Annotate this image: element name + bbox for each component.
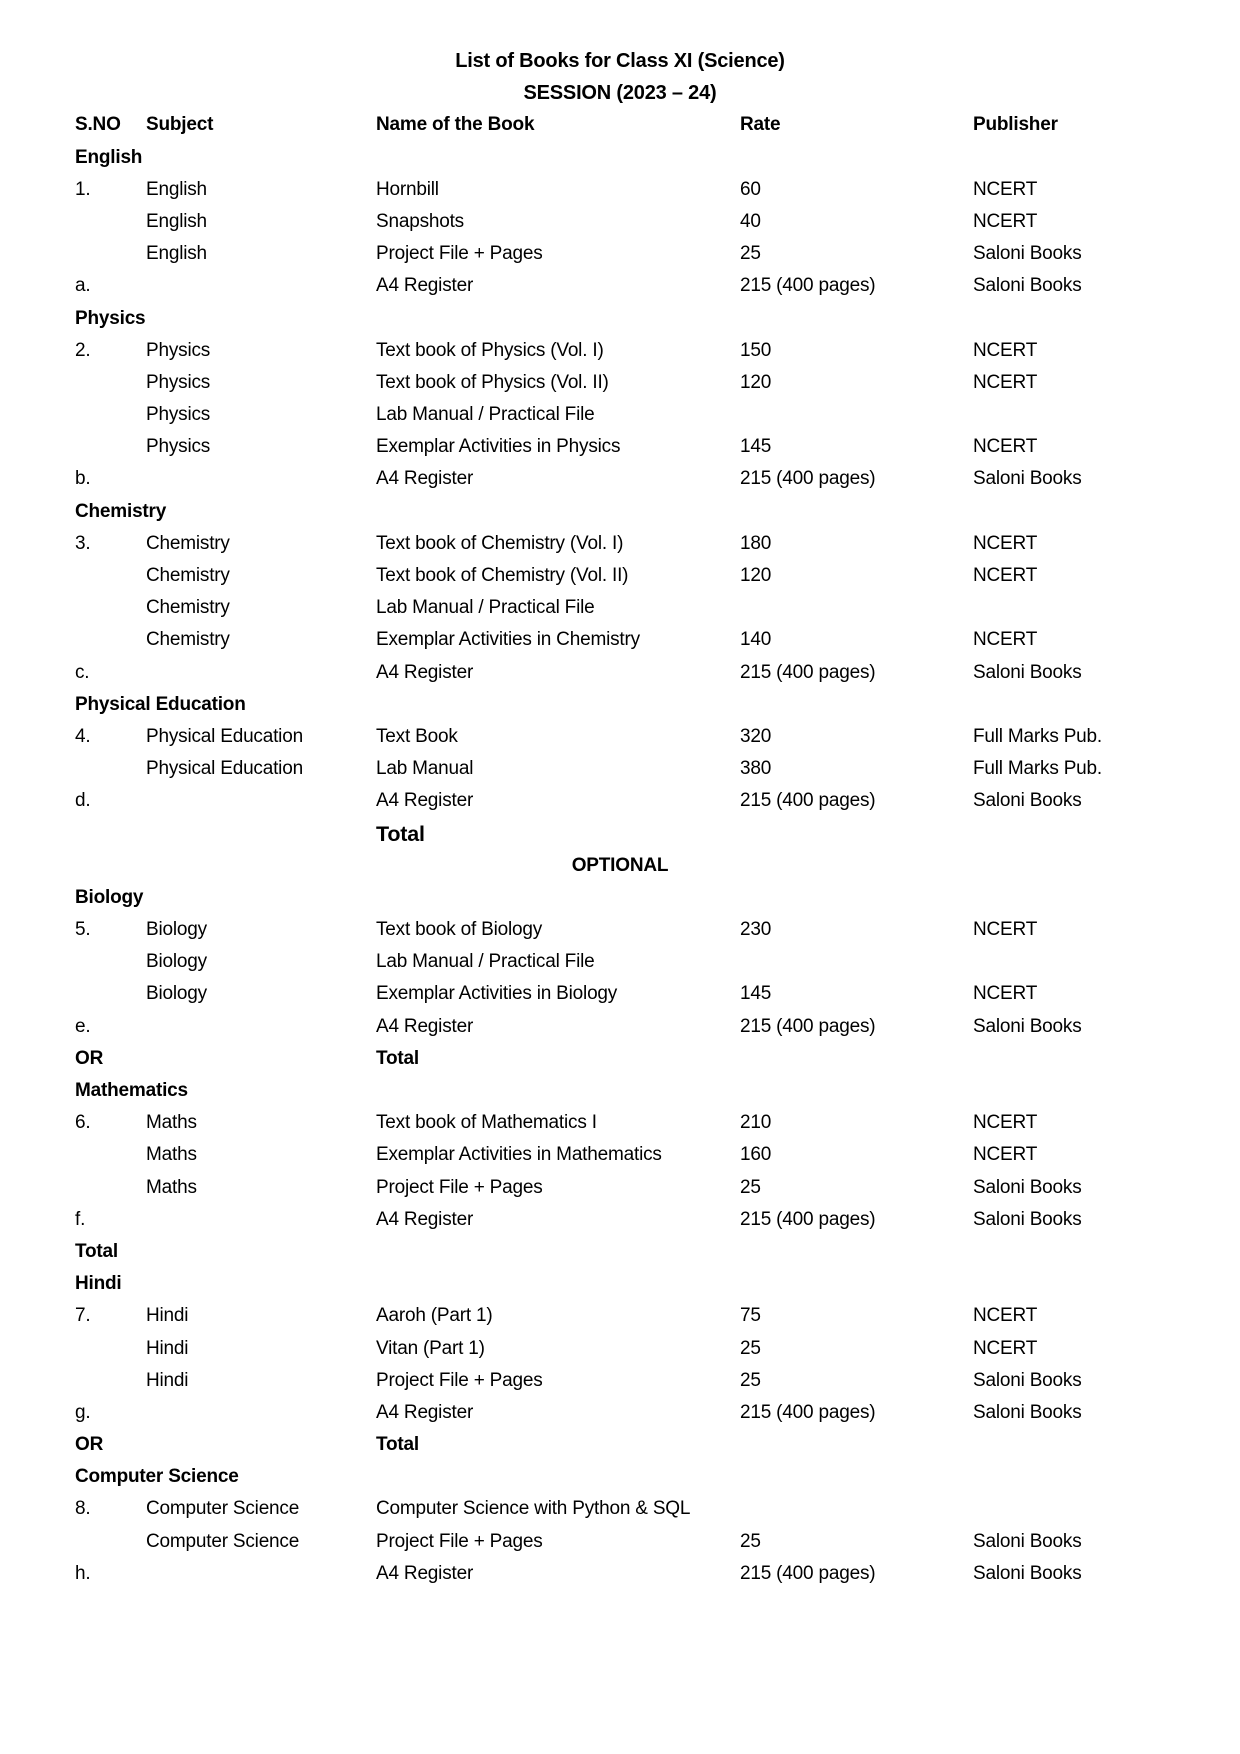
table-row xyxy=(0,1526,1240,1558)
cell-rate: 320 xyxy=(740,725,772,747)
cell-publisher: Saloni Books xyxy=(973,1208,1082,1230)
table-row xyxy=(0,914,1240,946)
cell-name: A4 Register xyxy=(376,1562,474,1584)
cell-subject: Chemistry xyxy=(146,532,230,554)
cell-publisher: Saloni Books xyxy=(973,1401,1082,1423)
table-row xyxy=(0,753,1240,785)
cell-publisher: NCERT xyxy=(973,371,1038,393)
table-row xyxy=(0,270,1240,302)
section-row xyxy=(0,689,1240,721)
cell-sno: e. xyxy=(75,1015,91,1037)
table-row xyxy=(0,1172,1240,1204)
cell-subject: Chemistry xyxy=(146,629,230,651)
cell-subject: English xyxy=(146,178,207,200)
cell-rate: 145 xyxy=(740,983,772,1005)
or-total-row xyxy=(0,1429,1240,1461)
cell-name: A4 Register xyxy=(376,1401,474,1423)
cell-name: A4 Register xyxy=(376,1208,474,1230)
cell-name: A4 Register xyxy=(376,661,474,683)
table-row xyxy=(0,721,1240,753)
cell-publisher: NCERT xyxy=(973,210,1038,232)
cell-name: Project File + Pages xyxy=(376,1369,543,1391)
cell-name: A4 Register xyxy=(376,1015,474,1037)
book-list-document xyxy=(0,45,1240,1590)
cell-rate: 25 xyxy=(740,1530,761,1552)
cell-subject: Physics xyxy=(146,339,211,361)
cell-name: Exemplar Activities in Biology xyxy=(376,983,618,1005)
cell-subject: Maths xyxy=(146,1144,197,1166)
cell-name: Vitan (Part 1) xyxy=(376,1337,485,1359)
cell-sno: Hindi xyxy=(75,1273,122,1295)
header-publisher: Publisher xyxy=(973,114,1058,136)
cell-rate: 25 xyxy=(740,1369,761,1391)
cell-rate: 215 (400 pages) xyxy=(740,1208,876,1230)
cell-sno: 8. xyxy=(75,1498,91,1520)
cell-subject: Hindi xyxy=(146,1369,189,1391)
cell-publisher: NCERT xyxy=(973,178,1038,200)
cell-publisher: NCERT xyxy=(973,919,1038,941)
table-row xyxy=(0,1204,1240,1236)
cell-subject: Hindi xyxy=(146,1305,189,1327)
cell-publisher: Full Marks Pub. xyxy=(973,758,1102,780)
cell-sno: 4. xyxy=(75,725,91,747)
cell-rate: 60 xyxy=(740,178,761,200)
cell-subject: Physical Education xyxy=(146,758,303,780)
cell-name: Exemplar Activities in Mathematics xyxy=(376,1144,662,1166)
section-row xyxy=(0,142,1240,174)
cell-sno: 3. xyxy=(75,532,91,554)
cell-name: Text book of Physics (Vol. I) xyxy=(376,339,604,361)
cell-publisher: NCERT xyxy=(973,1305,1038,1327)
cell-rate: 25 xyxy=(740,243,761,265)
cell-subject: Computer Science xyxy=(146,1498,300,1520)
cell-rate: 160 xyxy=(740,1144,772,1166)
table-row xyxy=(0,431,1240,463)
cell-rate: 210 xyxy=(740,1112,772,1134)
page-title: List of Books for Class XI (Science) xyxy=(455,50,785,72)
cell-rate: 215 (400 pages) xyxy=(740,1562,876,1584)
cell-subject: Physics xyxy=(146,371,211,393)
cell-rate: 120 xyxy=(740,565,772,586)
cell-sno: 1. xyxy=(75,178,91,200)
cell-name: Lab Manual / Practical File xyxy=(376,597,595,619)
cell-name: Lab Manual / Practical File xyxy=(376,404,595,426)
total-row xyxy=(0,818,1240,850)
cell-name: A4 Register xyxy=(376,275,474,297)
cell-subject: Physics xyxy=(146,436,211,458)
cell-name: Exemplar Activities in Chemistry xyxy=(376,629,640,651)
cell-publisher: Saloni Books xyxy=(973,275,1082,297)
table-row xyxy=(0,399,1240,431)
header-book-name: Name of the Book xyxy=(376,114,535,136)
table-row xyxy=(0,1333,1240,1365)
table-row xyxy=(0,785,1240,817)
cell-sno: 5. xyxy=(75,919,91,941)
cell-rate: 215 (400 pages) xyxy=(740,468,876,490)
cell-publisher: NCERT xyxy=(973,436,1038,458)
cell-subject: Chemistry xyxy=(146,597,230,619)
cell-name: Project File + Pages xyxy=(376,243,543,265)
cell-name: Text book of Chemistry (Vol. II) xyxy=(376,565,629,586)
cell-subject: Biology xyxy=(146,919,207,941)
header-subject: Subject xyxy=(146,114,214,136)
cell-sno: OR xyxy=(75,1047,104,1069)
cell-subject: Maths xyxy=(146,1112,197,1134)
cell-sno: b. xyxy=(75,468,91,490)
cell-subject: English xyxy=(146,243,207,265)
cell-rate: 75 xyxy=(740,1305,761,1327)
cell-sno: 2. xyxy=(75,339,91,361)
session-subtitle: SESSION (2023 – 24) xyxy=(523,82,717,105)
cell-name: Total xyxy=(376,1434,419,1456)
section-row xyxy=(0,1268,1240,1300)
section-row xyxy=(0,1236,1240,1268)
cell-sno: 6. xyxy=(75,1112,91,1134)
cell-rate: 140 xyxy=(740,629,772,651)
optional-heading-row: OPTIONAL xyxy=(571,854,669,876)
cell-sno: h. xyxy=(75,1562,91,1584)
cell-sno: f. xyxy=(75,1208,86,1230)
cell-sno: d. xyxy=(75,790,91,812)
table-row xyxy=(0,463,1240,495)
cell-sno: Biology xyxy=(75,886,144,908)
cell-publisher: Saloni Books xyxy=(973,1015,1082,1037)
cell-name: Text book of Biology xyxy=(376,919,543,941)
cell-sno: OR xyxy=(75,1434,104,1456)
table-row xyxy=(0,1011,1240,1043)
cell-name: A4 Register xyxy=(376,468,474,490)
cell-publisher: NCERT xyxy=(973,983,1038,1005)
section-row xyxy=(0,1075,1240,1107)
table-row xyxy=(0,174,1240,206)
cell-sno: Chemistry xyxy=(75,500,167,522)
cell-sno: Physics xyxy=(75,307,146,329)
cell-subject: Chemistry xyxy=(146,565,230,586)
cell-name: A4 Register xyxy=(376,790,474,812)
cell-rate: 215 (400 pages) xyxy=(740,1401,876,1423)
section-row xyxy=(0,882,1240,914)
cell-name: Text book of Mathematics I xyxy=(376,1112,597,1134)
table-row xyxy=(0,335,1240,367)
table-row xyxy=(0,1300,1240,1332)
cell-publisher: Saloni Books xyxy=(973,1562,1082,1584)
cell-rate: 150 xyxy=(740,339,772,361)
cell-subject: Biology xyxy=(146,951,207,973)
cell-publisher: NCERT xyxy=(973,629,1038,651)
cell-publisher: Saloni Books xyxy=(973,1369,1082,1391)
table-row xyxy=(0,528,1240,560)
cell-rate: 25 xyxy=(740,1337,761,1359)
cell-rate: 215 (400 pages) xyxy=(740,661,876,683)
table-row xyxy=(0,367,1240,399)
table-row xyxy=(0,978,1240,1010)
cell-name: Aaroh (Part 1) xyxy=(376,1305,493,1327)
table-row xyxy=(0,1139,1240,1171)
cell-publisher: Saloni Books xyxy=(973,1176,1082,1198)
cell-name: Text Book xyxy=(376,725,458,747)
cell-rate: 25 xyxy=(740,1176,761,1198)
cell-subject: Hindi xyxy=(146,1337,189,1359)
table-row xyxy=(0,624,1240,656)
table-body xyxy=(0,142,1240,1590)
cell-rate: 145 xyxy=(740,436,772,458)
section-row xyxy=(0,1461,1240,1493)
cell-rate: 120 xyxy=(740,371,772,393)
cell-rate: 40 xyxy=(740,210,761,232)
cell-name: Snapshots xyxy=(376,210,464,232)
cell-publisher: Saloni Books xyxy=(973,1530,1082,1552)
table-row xyxy=(0,1397,1240,1429)
cell-rate: 215 (400 pages) xyxy=(740,790,876,812)
cell-subject: Biology xyxy=(146,983,207,1005)
table-row xyxy=(0,657,1240,689)
cell-sno: c. xyxy=(75,661,90,683)
section-row xyxy=(0,496,1240,528)
cell-name: Hornbill xyxy=(376,178,439,200)
cell-sno: Mathematics xyxy=(75,1080,188,1101)
cell-subject: Maths xyxy=(146,1176,197,1198)
cell-subject: Physical Education xyxy=(146,725,303,747)
cell-rate: 180 xyxy=(740,532,772,554)
header-sno: S.NO xyxy=(75,114,121,136)
section-row xyxy=(0,303,1240,335)
cell-subject: Computer Science xyxy=(146,1530,300,1552)
table-row xyxy=(0,560,1240,592)
cell-name: Total xyxy=(376,1047,419,1069)
cell-subject: Physics xyxy=(146,404,211,426)
cell-rate: 215 (400 pages) xyxy=(740,1015,876,1037)
cell-name: Lab Manual xyxy=(376,758,474,780)
table-row xyxy=(0,1558,1240,1590)
cell-publisher: NCERT xyxy=(973,339,1038,361)
cell-publisher: Saloni Books xyxy=(973,790,1082,812)
cell-sno: English xyxy=(75,146,143,168)
cell-name: Project File + Pages xyxy=(376,1176,543,1198)
table-row xyxy=(0,1493,1240,1525)
cell-sno: Physical Education xyxy=(75,693,246,715)
cell-publisher: NCERT xyxy=(973,1112,1038,1134)
cell-sno: Computer Science xyxy=(75,1466,239,1488)
cell-sno: 7. xyxy=(75,1305,91,1327)
cell-name: Lab Manual / Practical File xyxy=(376,951,595,973)
cell-sno: a. xyxy=(75,275,91,297)
table-row xyxy=(0,238,1240,270)
cell-publisher: NCERT xyxy=(973,1144,1038,1166)
cell-publisher: Full Marks Pub. xyxy=(973,725,1102,747)
table-row xyxy=(0,1365,1240,1397)
cell-publisher: NCERT xyxy=(973,1337,1038,1359)
cell-sno: g. xyxy=(75,1401,91,1423)
cell-sno: Total xyxy=(75,1240,118,1262)
table-row xyxy=(0,946,1240,978)
cell-name: Project File + Pages xyxy=(376,1530,543,1552)
or-total-row xyxy=(0,1043,1240,1075)
cell-publisher: Saloni Books xyxy=(973,661,1082,683)
cell-publisher: Saloni Books xyxy=(973,243,1082,265)
cell-rate: 215 (400 pages) xyxy=(740,275,876,297)
cell-publisher: NCERT xyxy=(973,532,1038,554)
cell-publisher: Saloni Books xyxy=(973,468,1082,490)
cell-name: Computer Science with Python & SQL xyxy=(376,1498,691,1520)
header-rate: Rate xyxy=(740,114,781,136)
cell-publisher: NCERT xyxy=(973,565,1038,586)
cell-name: Text book of Physics (Vol. II) xyxy=(376,371,609,393)
cell-rate: 230 xyxy=(740,919,772,941)
table-row xyxy=(0,592,1240,624)
cell-rate: 380 xyxy=(740,758,772,780)
cell-name: Total xyxy=(376,821,425,846)
cell-name: Exemplar Activities in Physics xyxy=(376,436,621,458)
table-row xyxy=(0,206,1240,238)
table-header-row xyxy=(0,109,1240,141)
table-row xyxy=(0,1107,1240,1139)
cell-subject: English xyxy=(146,210,207,232)
cell-name: Text book of Chemistry (Vol. I) xyxy=(376,532,624,554)
